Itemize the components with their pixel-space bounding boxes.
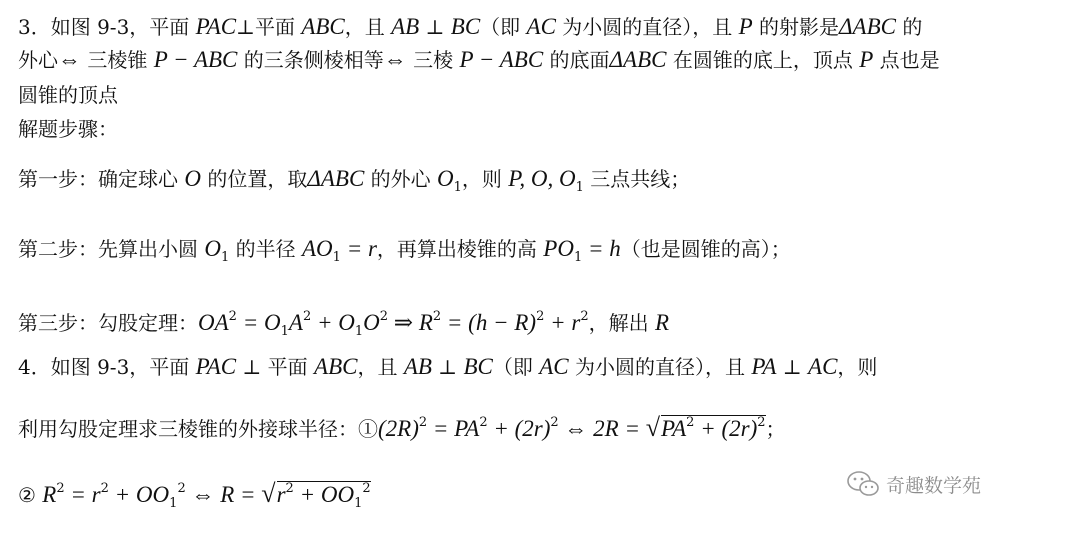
step-2: [18, 236, 791, 271]
iff-symbol: ⇔: [58, 47, 81, 72]
superscript: 2: [536, 309, 545, 324]
math-triangle-abc: ΔABC: [609, 47, 667, 72]
text: 解题步骤：: [18, 117, 118, 141]
math: OA: [198, 310, 229, 335]
math-o: O: [184, 166, 201, 191]
math: A: [288, 310, 303, 335]
math: PA: [661, 416, 687, 441]
math-points: P, O, O: [508, 166, 576, 191]
math-ac: AC: [526, 14, 556, 39]
text: ，则: [461, 167, 509, 191]
text: 圆锥的顶点: [18, 83, 118, 107]
text: 三点共线；: [583, 167, 691, 191]
superscript: 2: [362, 481, 371, 496]
subscript: 1: [354, 324, 364, 339]
paragraph-4: [18, 354, 877, 380]
math: R: [42, 482, 57, 507]
subscript: 1: [332, 250, 341, 265]
math-plane-abc: ABC: [301, 14, 345, 39]
math-ab: AB: [391, 14, 420, 39]
perp-symbol: ⊥: [236, 15, 255, 39]
math-p-abc: P − ABC: [153, 47, 238, 72]
math: PAC: [195, 354, 237, 379]
subscript: 1: [220, 250, 230, 265]
superscript: 2: [302, 309, 312, 324]
superscript: 2: [757, 415, 766, 430]
text: （即: [492, 355, 540, 379]
superscript: 2: [550, 415, 559, 430]
math-equals-r: = r: [340, 236, 377, 261]
paragraph-3-line-2: [18, 47, 940, 73]
text: 外心: [18, 48, 58, 72]
text: 在圆锥的底上，顶点: [666, 48, 860, 72]
paragraph-3-line-1: [18, 14, 922, 40]
text: ，再算出棱锥的高: [376, 237, 544, 261]
superscript: 2: [432, 309, 442, 324]
superscript: 2: [100, 481, 109, 496]
subscript: 1: [575, 180, 584, 195]
math: + (2r): [487, 416, 551, 441]
step-3: [18, 304, 669, 345]
math-bc: BC: [450, 14, 481, 39]
superscript: 2: [177, 481, 186, 496]
math: = r: [64, 482, 101, 507]
text: 的三条侧棱相等: [237, 48, 384, 72]
text: 的半径: [229, 237, 302, 261]
text: 的位置，取: [200, 167, 308, 191]
text: 平面: [254, 15, 302, 39]
math: + OO: [293, 482, 355, 507]
math-r: R: [654, 310, 670, 335]
math: O: [363, 310, 380, 335]
math: = O: [236, 310, 281, 335]
watermark: [846, 470, 981, 498]
text: ，解出: [588, 311, 655, 335]
formula-2: [18, 476, 371, 517]
radicand: [276, 481, 371, 511]
text: 平面: [267, 355, 315, 379]
math: = PA: [427, 416, 480, 441]
text: ，则: [837, 355, 878, 379]
subscript: 1: [169, 496, 178, 511]
math: AC: [808, 354, 838, 379]
subscript: 1: [573, 250, 583, 265]
text: （即: [480, 15, 527, 39]
text: ，且: [357, 355, 404, 379]
math: r: [276, 482, 286, 507]
watermark-text: 奇趣数学苑: [886, 474, 982, 497]
text: 点也是: [873, 48, 940, 72]
perp-symbol: ⊥: [419, 15, 451, 39]
text: 三棱锥: [81, 48, 154, 72]
text: 4．如图 9-3，平面: [18, 355, 196, 379]
math: (2R): [378, 416, 419, 441]
superscript: 2: [285, 481, 294, 496]
math: AC: [539, 354, 569, 379]
math: + (2r): [694, 416, 758, 441]
sqrt-symbol: √: [261, 479, 276, 508]
superscript: 2: [418, 415, 428, 430]
text: 3．如图 9-3，平面: [18, 15, 196, 39]
math-p: P: [738, 14, 753, 39]
superscript: 2: [228, 309, 237, 324]
perp-symbol: ⊥: [236, 355, 268, 379]
sqrt-symbol: √: [645, 413, 661, 442]
text: 第一步：确定球心: [18, 167, 185, 191]
superscript: 2: [479, 415, 488, 430]
math: ⇔ 2R =: [558, 416, 646, 441]
text: 为小圆的直径），且: [568, 355, 752, 379]
superscript: 2: [686, 415, 695, 430]
paragraph-3-line-3: [18, 82, 118, 108]
perp-symbol: ⊥: [431, 355, 464, 379]
iff-symbol: ⇔: [383, 47, 407, 72]
steps-heading: [18, 116, 118, 142]
text: 的底面: [543, 48, 610, 72]
text: 利用勾股定理求三棱锥的外接球半径：①: [18, 417, 378, 441]
math-equals-h: = h: [582, 236, 621, 261]
formula-1: [18, 410, 786, 442]
math-triangle-abc: ΔABC: [839, 14, 896, 39]
math: PA: [751, 354, 777, 379]
text: （也是圆锥的高）；: [620, 237, 791, 261]
superscript: 2: [379, 309, 389, 324]
text: 的: [896, 15, 923, 39]
text: 第三步：勾股定理：: [18, 311, 198, 335]
math-ao1: AO: [301, 236, 333, 261]
math: + O: [311, 310, 355, 335]
math: + OO: [108, 482, 170, 507]
text: ；: [765, 417, 786, 441]
math-po1: PO: [543, 236, 574, 261]
superscript: 2: [56, 481, 65, 496]
text: 的射影是: [752, 15, 840, 39]
math: BC: [463, 354, 493, 379]
text: 三棱: [406, 48, 460, 72]
subscript: 1: [354, 496, 363, 511]
text: 第二步：先算出小圆: [18, 237, 205, 261]
text: ，且: [344, 15, 392, 39]
math-plane-pac: PAC: [195, 14, 237, 39]
math: ABC: [314, 354, 358, 379]
text: 为小圆的直径），且: [555, 15, 739, 39]
math-o1: O: [204, 236, 221, 261]
math: = (h − R): [441, 310, 537, 335]
math: ⇔ R =: [185, 482, 262, 507]
math-p: P: [859, 47, 874, 72]
math-o1: O: [437, 166, 454, 191]
perp-symbol: ⊥: [776, 355, 809, 379]
math-triangle-abc: ΔABC: [307, 166, 365, 191]
math: + r: [544, 310, 581, 335]
text: ②: [18, 483, 43, 507]
math-p-abc: P − ABC: [459, 47, 544, 72]
superscript: 2: [580, 309, 589, 324]
radicand: [661, 415, 766, 441]
math: AB: [403, 354, 432, 379]
step-1: [18, 166, 690, 201]
wechat-icon: [846, 470, 880, 498]
text: 的外心: [364, 167, 438, 191]
subscript: 1: [280, 324, 289, 339]
math: ⇒ R: [388, 310, 433, 335]
subscript: 1: [453, 180, 462, 195]
